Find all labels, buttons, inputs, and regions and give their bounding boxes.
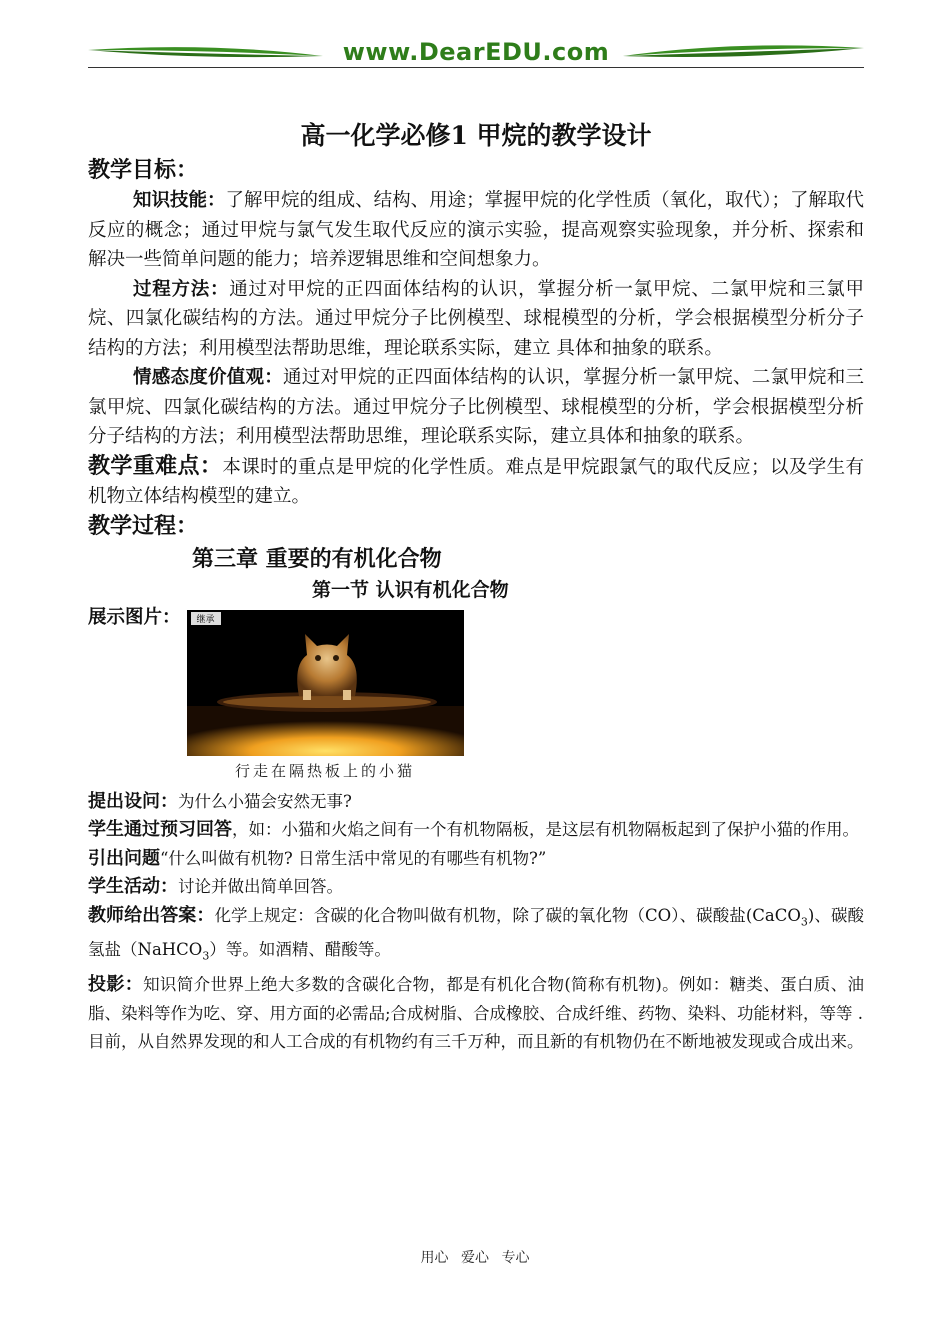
photo-caption: 行走在隔热板上的小猫	[187, 756, 464, 786]
activity-text: 讨论并做出简单回答。	[178, 877, 343, 896]
knowledge-label: 知识技能：	[133, 190, 226, 211]
projection-paragraph	[88, 971, 864, 1028]
section-title: 第一节 认识有机化合物	[312, 578, 509, 601]
process-heading: 教学过程：	[88, 513, 199, 539]
key-points-label: 教学重难点：	[88, 453, 223, 479]
photo-row	[88, 604, 864, 788]
lead-label: 引出问题	[88, 847, 160, 869]
kitten-photo	[187, 610, 464, 786]
question-paragraph	[88, 788, 864, 817]
projection-text: 知识简介世界上绝大多数的含碳化合物，都是有机化合物(简称有机物)。例如：糖类、蛋白质、油脂、染料等作为吃、穿、用方面的必需品;合成树脂、合成橡胶、合成纤维、药物、染料、功能材料，等等 .	[88, 975, 865, 1023]
photo-tag: 继承	[191, 612, 221, 625]
process-label: 过程方法：	[133, 278, 230, 300]
question-text: 为什么小猫会安然无事?	[178, 791, 352, 811]
key-points-text: 本课时的重点是甲烷的化学性质。难点是甲烷跟氯气的取代反应；以及学生有机物立体结构模型的建立。	[88, 456, 864, 507]
activity-paragraph	[88, 873, 864, 902]
knowledge-text: 了解甲烷的组成、结构、用途；掌握甲烷的化学性质（氧化，取代）；了解取代反应的概念；通过甲烷与氯气发生取代反应的演示实验，提高观察实验现象，并分析、探索和解决一些简单问题的能力；培养逻辑思维和空间想象力。	[88, 190, 864, 270]
objectives-heading: 教学目标：	[88, 158, 199, 183]
process-paragraph	[88, 275, 864, 364]
lead-text: “什么叫做有机物? 日常生活中常见的有哪些有机物?”	[160, 848, 547, 868]
teacher-text-3: ）等。如酒精、醋酸等。	[209, 940, 391, 960]
document-title: 高一化学必修1 甲烷的教学设计	[300, 121, 652, 150]
teacher-paragraph	[88, 902, 864, 972]
knowledge-paragraph	[88, 186, 864, 275]
answer-text: ，如：小猫和火焰之间有一个有机物隔板，是这层有机物隔板起到了保护小猫的作用。	[232, 820, 859, 839]
lead-paragraph	[88, 845, 864, 874]
emotion-paragraph	[88, 363, 864, 452]
page-header	[88, 36, 864, 70]
teacher-text-2: )、碳酸氢盐（NaHCO	[88, 905, 865, 960]
teacher-text-1: 化学上规定：含碳的化合物叫做有机物，除了碳的氧化物（CO）、碳酸盐(CaCO	[214, 905, 801, 925]
emotion-text: 通过对甲烷的正四面体结构的认识，掌握分析一氯甲烷、二氯甲烷和三氯甲烷、四氯化碳结构的方法。通过甲烷分子比例模型、球棍模型的分析，学会根据模型分析分子结构的方法；利用模型法帮助思维，理论联系实际，建立具体和抽象的联系。	[88, 367, 864, 447]
key-points-paragraph	[88, 452, 864, 512]
teacher-label: 教师给出答案：	[88, 904, 215, 926]
teacher-sub-2: 3	[202, 949, 210, 963]
header-rule	[88, 67, 864, 68]
answer-paragraph	[88, 816, 864, 845]
answer-label: 学生通过预习回答	[88, 819, 232, 840]
teacher-sub-1: 3	[800, 914, 808, 928]
activity-label: 学生活动：	[88, 876, 178, 897]
page-footer: 用心 爱心 专心	[420, 1250, 530, 1266]
final-paragraph: 目前，从自然界发现的和人工合成的有机物约有三千万种，而且新的有机物仍在不断地被发现或合成出来。	[88, 1032, 864, 1052]
document-body	[88, 116, 864, 1057]
projection-label: 投影：	[88, 974, 144, 996]
emotion-label: 情感态度价值观：	[133, 367, 283, 388]
chapter-title: 第三章 重要的有机化合物	[192, 546, 442, 572]
process-text: 通过对甲烷的正四面体结构的认识，掌握分析一氯甲烷、二氯甲烷和三氯甲烷、四氯化碳结构的方法。通过甲烷分子比例模型、球棍模型的分析，学会根据模型分析分子结构的方法；利用模型法帮助思维，理论联系实际，建立 具体和抽象的联系。	[88, 278, 864, 359]
photo-label: 展示图片：	[88, 606, 181, 628]
site-url[interactable]: www.DearEDU.com	[342, 38, 610, 66]
question-label: 提出设问：	[88, 790, 178, 812]
